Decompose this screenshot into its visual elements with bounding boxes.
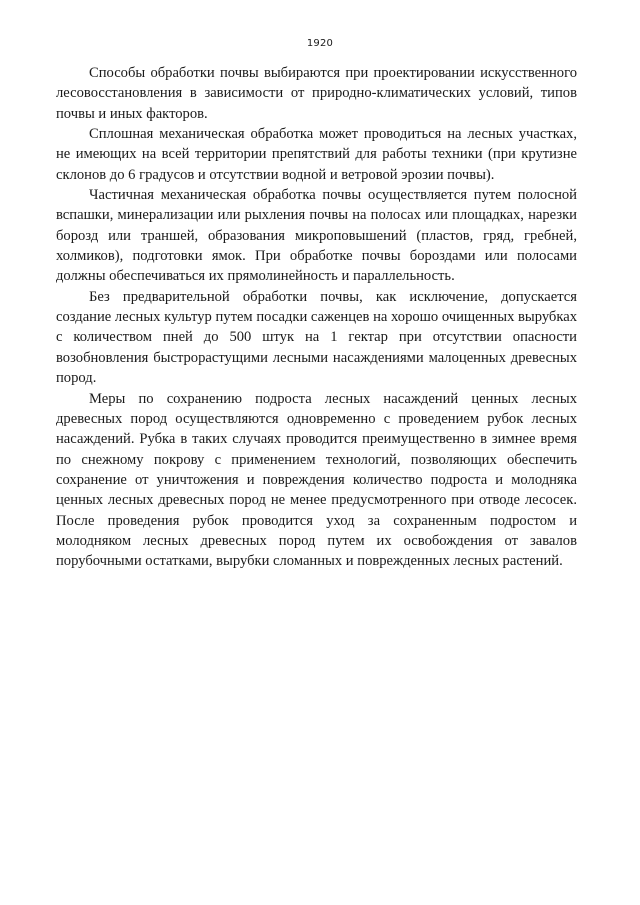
paragraph-no-treatment: Без предварительной обработки почвы, как исключение, допускается создание лесных культур путем посадки саженцев на хорошо очищенных вырубках с количеством пней до 500 штук на 1 гектар при отсутствии опасности возобновления быстрорастущими лесными насаждениями малоценных древесных пород. xyxy=(56,288,577,387)
paragraph-soil-treatment-choice: Способы обработки почвы выбираются при проектировании искусственного лесовосстановления в зависимости от природно-климатических условий, типов почвы и иных факторов. xyxy=(56,65,577,122)
paragraph-undergrowth-preservation: Меры по сохранению подроста лесных насаждений ценных лесных древесных пород осуществляются одновременно с проведением рубок лесных насаждений. Рубка в таких случаях проводится преимущественно в зимнее время по снежному покрову с применением технологий, позволяющих обеспечить сохранение от уничтожения и повреждения количество подроста и молодняка ценных лесных древесных пород не менее предусмотренного при отводе лесосек. После проведения рубок проводится уход за сохраненным подростом и молодняком лесных древесных пород путем их освобождения от завалов порубочными остатками, вырубки сломанных и поврежденных лесных растений. xyxy=(56,390,577,570)
body-text xyxy=(56,63,577,572)
paragraph-continuous-treatment: Сплошная механическая обработка может проводиться на лесных участках, не имеющих на всей территории препятствий для работы техники (при крутизне склонов до 6 градусов и отсутствии водной и ветровой эрозии почвы). xyxy=(56,126,577,183)
paragraph-partial-treatment: Частичная механическая обработка почвы осуществляется путем полосной вспашки, минерализации или рыхления почвы на полосах или площадках, нарезки борозд или траншей, образования микроповышений (пластов, гряд, гребней, холмиков), подготовки ямок. При обработке почвы бороздами или полосами должны обеспечиваться их прямолинейность и параллельность. xyxy=(56,187,577,285)
page-number: 1920 xyxy=(306,38,334,49)
